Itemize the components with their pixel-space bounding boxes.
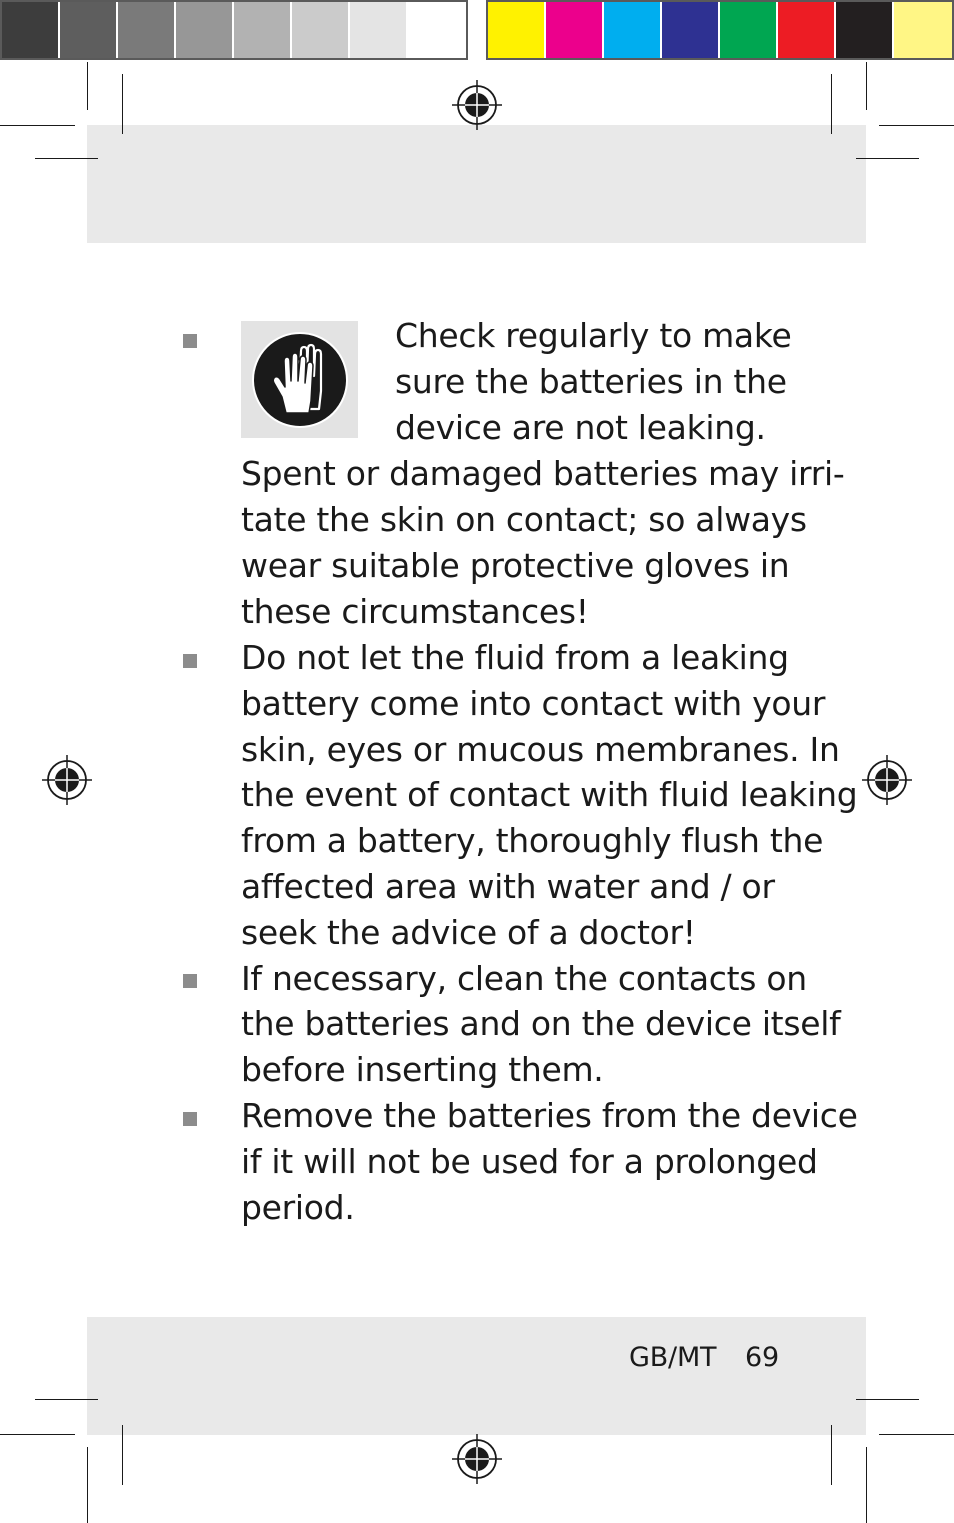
registration-mark-icon bbox=[452, 1434, 502, 1484]
gray-swatch bbox=[2, 2, 58, 58]
color-swatch bbox=[894, 2, 952, 58]
text-line: the event of contact with fluid leaking bbox=[241, 775, 858, 814]
color-swatch bbox=[662, 2, 718, 58]
color-swatch bbox=[488, 2, 544, 58]
text-line: Remove the batteries from the device bbox=[241, 1096, 858, 1135]
color-swatch bbox=[720, 2, 776, 58]
text-line: wear suitable protective gloves in bbox=[241, 546, 790, 585]
text-line: sure the batteries in the bbox=[395, 362, 787, 401]
color-swatch bbox=[778, 2, 834, 58]
header-band bbox=[87, 125, 866, 243]
text-line: if it will not be used for a prolonged bbox=[241, 1142, 818, 1181]
text-line: tate the skin on contact; so always bbox=[241, 500, 807, 539]
text-line: the batteries and on the device itself bbox=[241, 1004, 841, 1043]
text-line: skin, eyes or mucous membranes. In bbox=[241, 730, 840, 769]
text-line: Spent or damaged batteries may irri- bbox=[241, 454, 845, 493]
gray-swatch bbox=[350, 2, 406, 58]
text-line: affected area with water and / or bbox=[241, 867, 775, 906]
gray-swatch bbox=[176, 2, 232, 58]
gray-swatch bbox=[408, 2, 466, 58]
protective-gloves-icon bbox=[241, 321, 358, 438]
text-line: before inserting them. bbox=[241, 1050, 604, 1089]
registration-mark-icon bbox=[862, 755, 912, 805]
region-code: GB/MT bbox=[629, 1342, 717, 1373]
text-line: seek the advice of a doctor! bbox=[241, 913, 696, 952]
gray-swatch bbox=[60, 2, 116, 58]
bullet-marker bbox=[183, 974, 197, 988]
registration-mark-icon bbox=[452, 80, 502, 130]
color-swatch bbox=[546, 2, 602, 58]
bullet-marker bbox=[183, 1112, 197, 1126]
bullet-marker bbox=[183, 654, 197, 668]
gray-swatch bbox=[292, 2, 348, 58]
text-line: device are not leaking. bbox=[395, 408, 766, 447]
gray-swatch bbox=[234, 2, 290, 58]
gray-swatch bbox=[118, 2, 174, 58]
text-line: from a battery, thoroughly flush the bbox=[241, 821, 824, 860]
safety-icon-box bbox=[241, 321, 358, 438]
text-line: Do not let the fluid from a leaking bbox=[241, 638, 789, 677]
text-line: these circumstances! bbox=[241, 592, 589, 631]
text-line: battery come into contact with your bbox=[241, 684, 826, 723]
color-swatch bbox=[604, 2, 660, 58]
text-line: Check regularly to make bbox=[395, 316, 792, 355]
bullet-marker bbox=[183, 334, 197, 348]
color-swatch bbox=[836, 2, 892, 58]
text-line: period. bbox=[241, 1188, 355, 1227]
page-number: 69 bbox=[745, 1342, 779, 1373]
text-line: If necessary, clean the contacts on bbox=[241, 959, 807, 998]
registration-mark-icon bbox=[42, 755, 92, 805]
